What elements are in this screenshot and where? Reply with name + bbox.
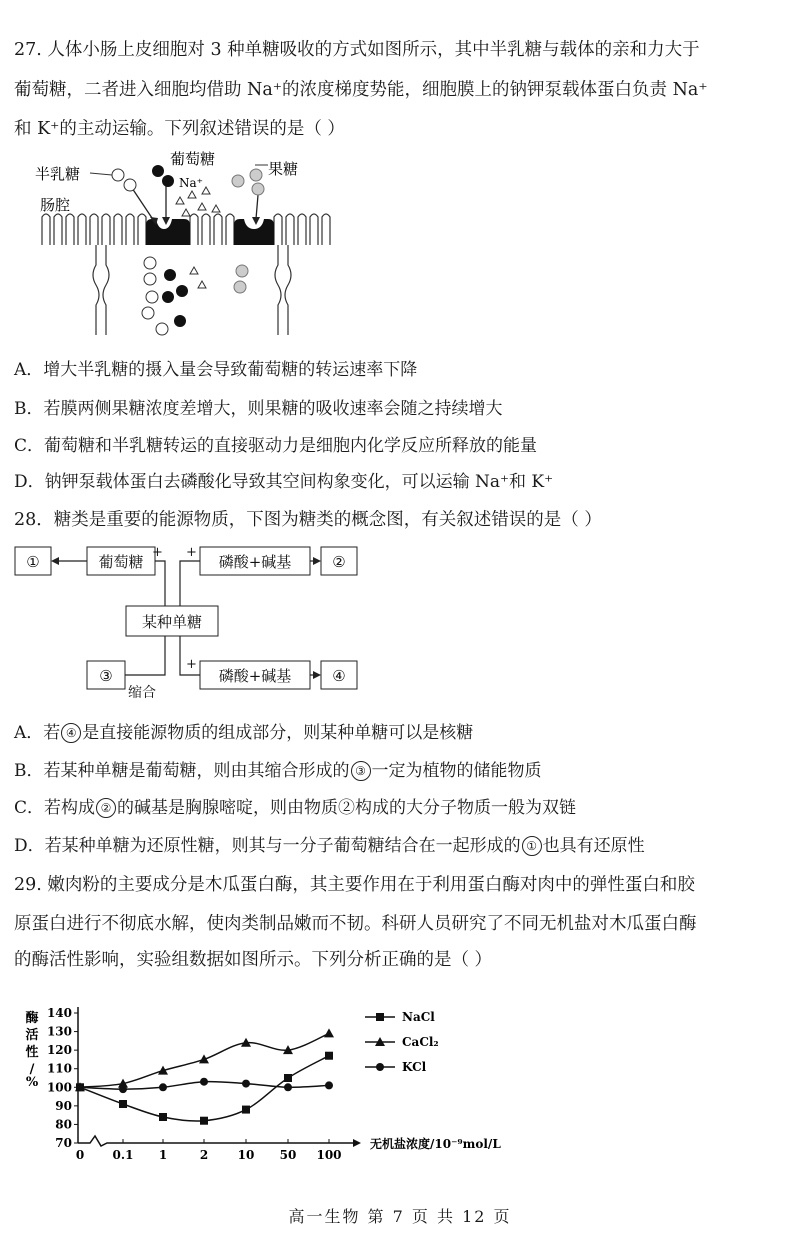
- monosaccharide-label: 某种单糖: [141, 613, 203, 631]
- chart-axes: [78, 1007, 361, 1147]
- legend-marker-square: [376, 1013, 384, 1021]
- node-4: ④: [332, 667, 346, 685]
- q27-stem-line-1: 27. 人体小肠上皮细胞对 3 种单糖吸收的方式如图所示，其中半乳糖与载体的亲和力大于: [14, 40, 700, 60]
- data-point-square: [119, 1100, 127, 1108]
- data-point-circle: [242, 1080, 250, 1088]
- q28-concept-diagram: [10, 540, 370, 700]
- q27-option-b[interactable]: B．若膜两侧果糖浓度差增大，则果糖的吸收速率会随之持续增大: [14, 399, 503, 419]
- q28-option-d[interactable]: [14, 834, 645, 858]
- q28-option-c-post: 的碱基是胸腺嘧啶，则由物质②构成的大分子物质一般为双链: [117, 798, 577, 818]
- legend-label: CaCl₂: [402, 1035, 439, 1049]
- data-point-circle: [159, 1083, 167, 1091]
- chart-series: [75, 1028, 334, 1124]
- page-footer: 高一生物 第 7 页 共 12 页: [288, 1207, 512, 1226]
- fructose-molecule: [252, 183, 264, 195]
- x-tick-label: 0: [75, 1148, 85, 1162]
- label-na: Na⁺: [179, 176, 203, 190]
- label-glucose: 葡萄糖: [170, 150, 216, 168]
- y-tick-label: 70: [55, 1136, 72, 1150]
- y-tick-label: 130: [46, 1024, 72, 1039]
- q27-figure: [30, 145, 340, 340]
- q28-option-a-post: 是直接能源物质的组成部分，则某种单糖可以是核糖: [82, 723, 474, 743]
- q28-option-b[interactable]: [14, 759, 542, 783]
- condense-label: 缩合: [128, 685, 156, 700]
- q28-option-d-post: 也具有还原性: [542, 836, 645, 856]
- glucose-molecule: [162, 175, 174, 187]
- x-tick-label: 100: [316, 1148, 342, 1162]
- circled-number: ①: [522, 836, 542, 856]
- y-tick-label: 100: [46, 1080, 72, 1095]
- y-tick-label: 110: [46, 1061, 72, 1076]
- chart-legend: [365, 1010, 439, 1074]
- data-point-triangle: [199, 1054, 209, 1063]
- y-axis-label-char: %: [25, 1075, 39, 1090]
- y-axis-label-char: 活: [25, 1028, 39, 1043]
- y-tick-label: 80: [55, 1117, 72, 1132]
- y-axis-label-char: 性: [25, 1045, 39, 1060]
- y-axis-label: [24, 1010, 38, 1090]
- y-axis-label-char: /: [29, 1062, 35, 1077]
- lateral-membrane-left: [93, 245, 109, 335]
- y-tick-label: 140: [46, 1006, 72, 1020]
- data-point-circle: [76, 1083, 84, 1091]
- x-tick-label: 50: [279, 1148, 297, 1162]
- x-tick-label: 0.1: [112, 1148, 134, 1162]
- q28-option-b-pre: B．若某种单糖是葡萄糖，则由其缩合形成的: [14, 761, 350, 781]
- data-point-circle: [325, 1081, 333, 1089]
- carrier-sglt: [146, 219, 190, 245]
- data-point-circle: [119, 1085, 127, 1093]
- plus-sign: +: [186, 545, 197, 560]
- label-galactose: 半乳糖: [35, 165, 81, 183]
- legend-marker-circle: [376, 1063, 384, 1071]
- q28-option-c[interactable]: [14, 796, 576, 820]
- q28-option-c-pre: C．若构成: [14, 798, 96, 818]
- legend-label: KCl: [402, 1060, 427, 1074]
- node-1: ①: [26, 553, 40, 571]
- data-point-square: [325, 1052, 333, 1060]
- q29-stem-line-1: 29. 嫩肉粉的主要成分是木瓜蛋白酶，其主要作用在于利用蛋白酶对肉中的弹性蛋白和胶: [14, 875, 695, 895]
- data-point-square: [242, 1106, 250, 1114]
- legend-label: NaCl: [402, 1010, 435, 1024]
- q28-stem: 28．糖类是重要的能源物质，下图为糖类的概念图，有关叙述错误的是（ ）: [14, 510, 602, 530]
- y-tick-label: 120: [46, 1043, 72, 1058]
- node-2: ②: [332, 553, 346, 571]
- carrier-glut5: [234, 219, 274, 245]
- circled-number: ④: [61, 723, 81, 743]
- x-axis-label: 无机盐浓度/10⁻⁹mol/L: [370, 1137, 501, 1151]
- q28-option-a-pre: A．若: [14, 723, 61, 743]
- q29-stem-line-2: 原蛋白进行不彻底水解，使肉类制品嫩而不韧。科研人员研究了不同无机盐对木瓜蛋白酶: [14, 914, 697, 934]
- q29-stem-line-3: 的酶活性影响，实验组数据如图所示。下列分析正确的是（ ）: [14, 950, 493, 970]
- galactose-molecule: [124, 179, 136, 191]
- y-axis-ticks: [47, 1006, 78, 1150]
- data-point-triangle: [324, 1028, 334, 1037]
- y-tick-label: 90: [55, 1098, 72, 1113]
- x-axis-arrow: [353, 1139, 361, 1147]
- data-point-circle: [284, 1083, 292, 1091]
- data-point-circle: [200, 1078, 208, 1086]
- lateral-membrane-right: [275, 245, 291, 335]
- q27-option-c[interactable]: C．葡萄糖和半乳糖转运的直接驱动力是细胞内化学反应所释放的能量: [14, 436, 538, 456]
- data-point-square: [159, 1113, 167, 1121]
- node-3: ③: [99, 667, 113, 685]
- glucose-label: 葡萄糖: [98, 553, 144, 571]
- q28-option-a[interactable]: [14, 721, 473, 745]
- phos-base-top-label: 磷酸+碱基: [218, 553, 292, 571]
- plus-sign: +: [152, 545, 163, 560]
- x-tick-label: 1: [158, 1148, 168, 1162]
- q27-stem-line-2: 葡萄糖，二者进入细胞均借助 Na⁺的浓度梯度势能，细胞膜上的钠钾泵载体蛋白负责 Na⁺: [14, 80, 708, 100]
- y-axis-label-char: 酶: [25, 1011, 39, 1026]
- q27-stem-line-3: 和 K⁺的主动运输。下列叙述错误的是（ ）: [14, 119, 345, 139]
- data-point-square: [284, 1074, 292, 1082]
- fructose-molecule: [250, 169, 262, 181]
- data-point-square: [200, 1117, 208, 1125]
- circled-number: ②: [96, 798, 116, 818]
- plus-sign: +: [186, 657, 197, 672]
- q28-option-b-post: 一定为植物的储能物质: [371, 761, 542, 781]
- enzyme-activity-chart: [10, 995, 530, 1165]
- circled-number: ③: [351, 761, 371, 781]
- x-axis-break: [78, 1136, 355, 1146]
- q28-option-d-pre: D．若某种单糖为还原性糖，则其与一分子葡萄糖结合在一起形成的: [14, 836, 521, 856]
- glucose-molecule: [152, 165, 164, 177]
- phos-base-bottom-label: 磷酸+碱基: [218, 667, 292, 685]
- galactose-molecule: [112, 169, 124, 181]
- q27-option-a[interactable]: A．增大半乳糖的摄入量会导致葡萄糖的转运速率下降: [14, 360, 418, 380]
- fructose-molecule: [232, 175, 244, 187]
- label-fructose: 果糖: [268, 160, 299, 178]
- intracellular-molecules: [142, 257, 248, 335]
- label-lumen: 肠腔: [40, 196, 71, 214]
- na-ions: [176, 187, 220, 216]
- x-tick-label: 2: [199, 1148, 209, 1162]
- x-tick-label: 10: [237, 1148, 255, 1162]
- q27-option-d[interactable]: D．钠钾泵载体蛋白去磷酸化导致其空间构象变化，可以运输 Na⁺和 K⁺: [14, 472, 554, 492]
